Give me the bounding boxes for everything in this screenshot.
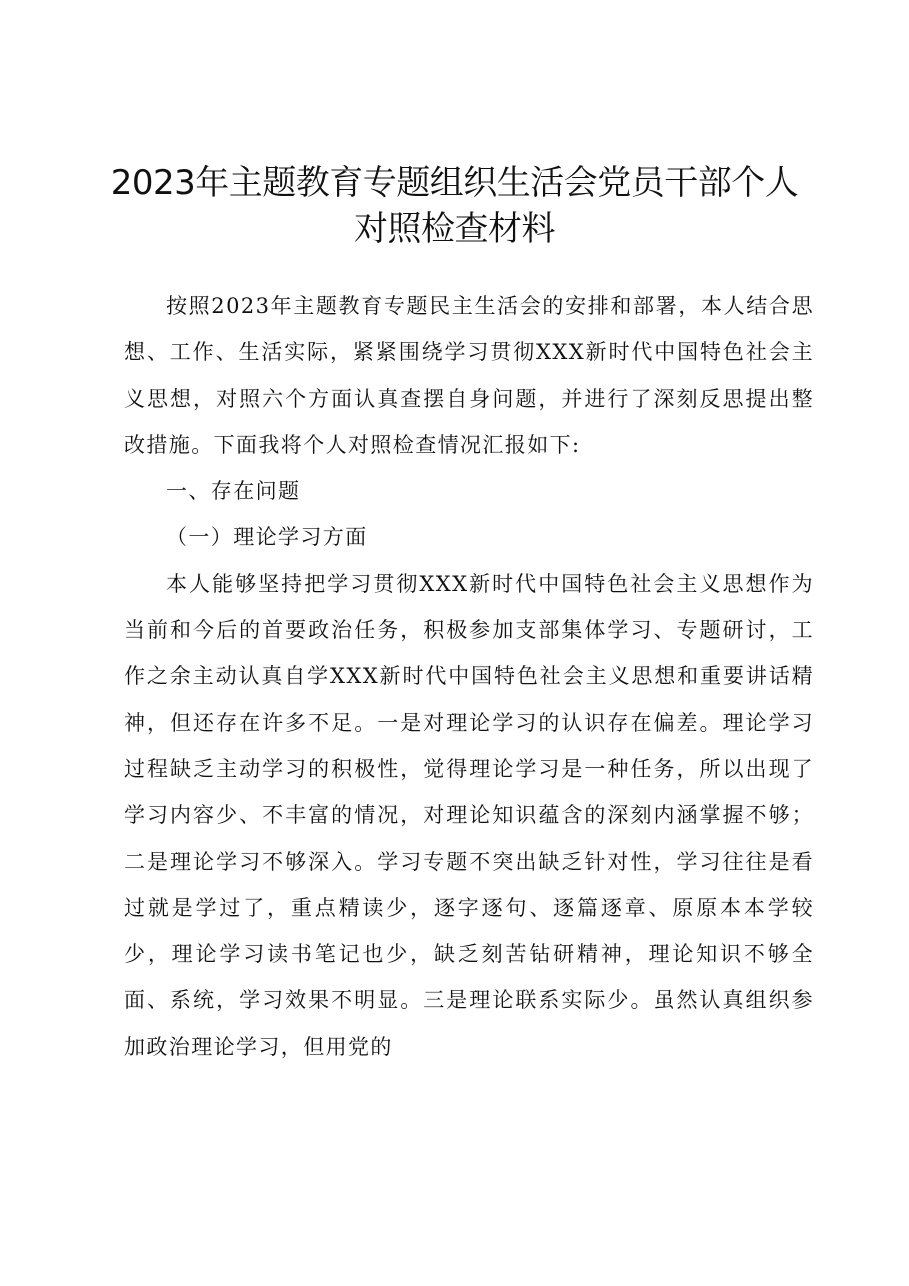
intro-paragraph: 按照2023年主题教育专题民主生活会的安排和部署，本人结合思想、工作、生活实际，紧紧围绕学习贯彻XXX新时代中国特色社会主义思想，对照六个方面认真查摆自身问题，并进行了深刻反思提出整改措施。下面我将个人对照检查情况汇报如下: [124, 294, 814, 457]
document-title-line-1: 2023年主题教育专题组织生活会党员干部个人 [110, 163, 799, 203]
theory-study-paragraph: 本人能够坚持把学习贯彻XXX新时代中国特色社会主义思想作为当前和今后的首要政治任务，积极参加支部集体学习、专题研讨，工作之余主动认真自学XXX新时代中国特色社会主义思想和重要讲话精神，但还存在许多不足。一是对理论学习的认识存在偏差。理论学习过程缺乏主动学习的积极性，觉得理论学习是一种任务，所以出现了学习内容少、不丰富的情况，对理论知识蕴含的深刻内涵掌握不够；二是理论学习不够深入。学习专题不突出缺乏针对性，学习往往是看过就是学过了，重点精读少，逐字逐句、逐篇逐章、原原本本学较少，理论学习读书笔记也少，缺乏刻苦钻研精神，理论知识不够全面、系统，学习效果不明显。三是理论联系实际少。虽然认真组织参加政治理论学习，但用党的 [124, 571, 814, 1059]
document-title-line-2: 对照检查材料 [354, 209, 555, 249]
section-heading-problems: 一、存在问题 [166, 479, 301, 504]
document-title [100, 160, 809, 252]
subsection-heading-theory-study: （一）理论学习方面 [166, 525, 368, 550]
document-body [124, 283, 814, 1070]
